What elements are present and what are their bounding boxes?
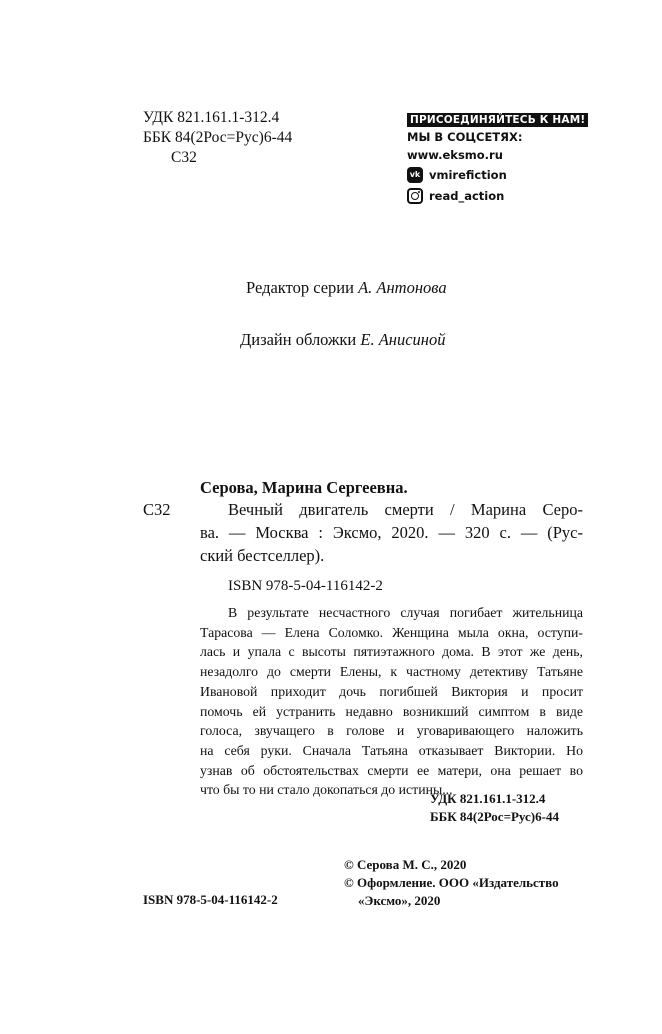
annotation (200, 603, 583, 800)
instagram-icon (407, 188, 423, 204)
bib-line: Вечный двигатель смерти / Марина Серо- (228, 500, 583, 519)
footer-isbn: ISBN 978-5-04-116142-2 (143, 892, 278, 907)
copyright-author: © Серова М. С., 2020 (344, 857, 467, 872)
vk-icon: vk (407, 167, 423, 183)
copyright-design-cont: «Эксмо», 2020 (358, 893, 441, 908)
annotation-line: голоса, звучащего в голове и уговаривающего наложить (200, 723, 583, 739)
instagram-row[interactable] (407, 185, 588, 206)
annotation-line: В результате несчастного случая погибает жительница (228, 605, 583, 620)
vk-row[interactable] (407, 164, 588, 185)
udk-code: УДК 821.161.1-312.4 (143, 109, 280, 126)
author-heading: Серова, Марина Сергеевна. (200, 478, 408, 497)
annotation-line: на себя руки. Сначала Татьяна отказывает Виктории. Но (200, 742, 583, 758)
author-sign: С32 (171, 149, 197, 166)
networks-label: МЫ В СОЦСЕТЯХ: (407, 130, 523, 144)
footer-classification (430, 790, 559, 826)
vk-handle: vmirefiction (429, 167, 507, 182)
bib-line: ва. — Москва : Эксмо, 2020. — 320 с. — (Рус- (200, 523, 583, 542)
classification-block (143, 108, 292, 168)
isbn: ISBN 978-5-04-116142-2 (228, 578, 383, 594)
editor-label: Редактор серии (246, 278, 354, 297)
bib-line: ский бестселлер). (200, 546, 325, 565)
annotation-line: незадолго до смерти Елены, к частному детективу Татьяне (200, 664, 583, 680)
design-label: Дизайн обложки (240, 330, 357, 349)
bibliographic-description (200, 498, 583, 567)
bib-author-sign: С32 (143, 500, 171, 519)
footer-bbk: ББК 84(2Рос=Рус)6-44 (430, 809, 559, 824)
footer-udk: УДК 821.161.1-312.4 (430, 791, 546, 806)
annotation-line: лась и упала с высоты пятиэтажного дома. В этот же день, (200, 644, 583, 660)
bbk-code: ББК 84(2Рос=Рус)6-44 (143, 129, 293, 146)
annotation-line: Тарасова — Елена Соломко. Женщина мыла окна, оступи- (200, 624, 583, 640)
series-editor (246, 278, 447, 298)
site-link[interactable]: www.eksmo.ru (407, 148, 503, 162)
copyright-block (344, 856, 559, 910)
design-name: Е. Анисиной (360, 330, 446, 349)
copyright-design: © Оформление. ООО «Издательство (344, 875, 559, 890)
editor-name: А. Антонова (358, 278, 447, 297)
social-block (407, 108, 588, 206)
cover-design (240, 330, 446, 350)
annotation-line: помочь ей устранить недавно возникший симптом в виде (200, 703, 583, 719)
annotation-line: Ивановой приходит дочь погибшей Виктория и просит (200, 683, 583, 699)
instagram-handle: read_action (429, 188, 505, 203)
join-banner: ПРИСОЕДИНЯЙТЕСЬ К НАМ! (407, 113, 588, 127)
annotation-line: что бы то ни стало докопаться до истины... (200, 782, 453, 798)
annotation-line: узнав об обстоятельствах смерти ее матери, она решает во (200, 762, 583, 778)
